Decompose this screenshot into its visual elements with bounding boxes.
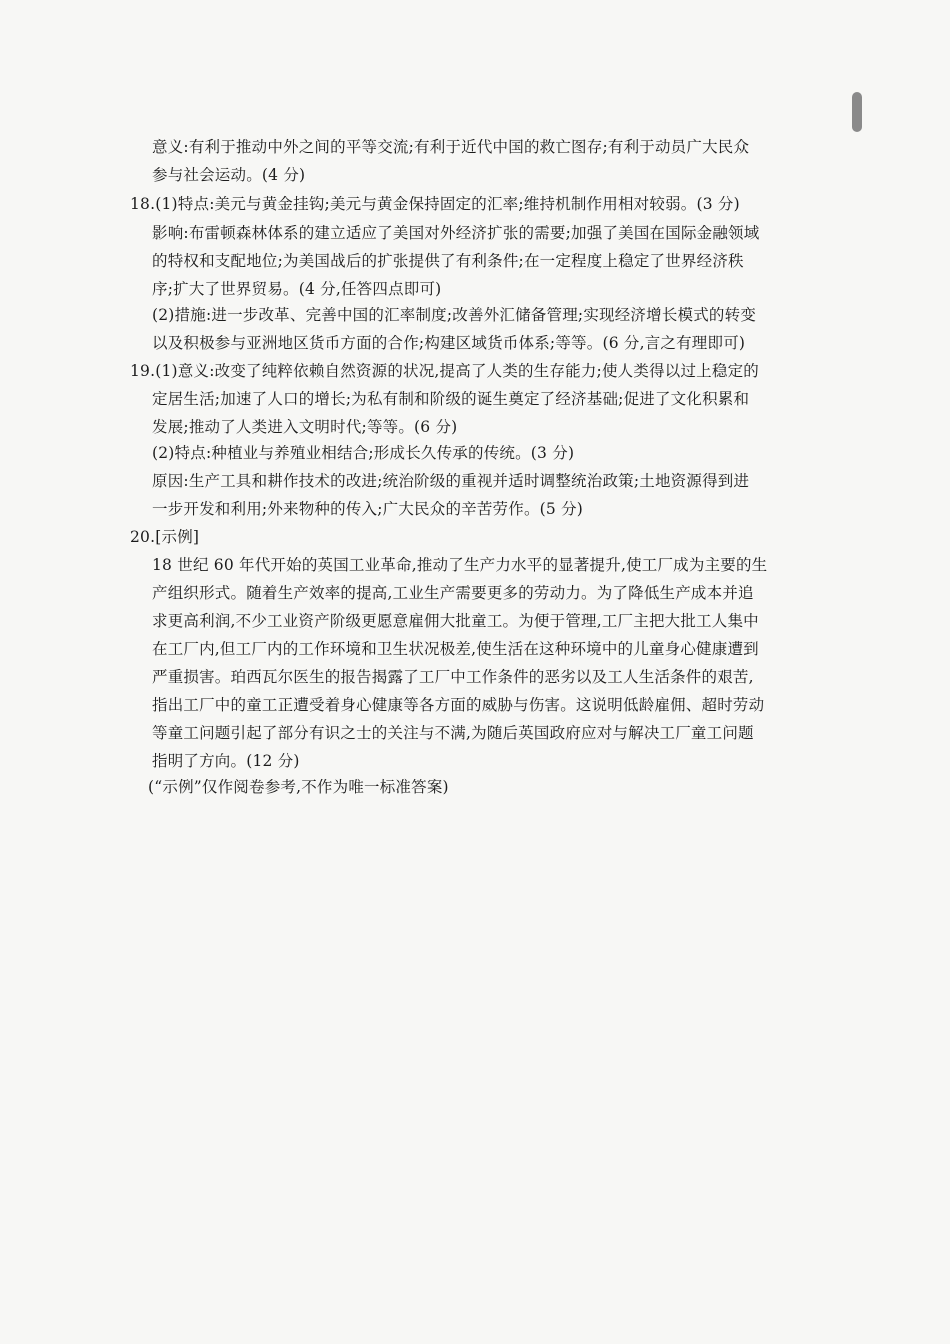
text-line: 序;扩大了世界贸易。(4 分,任答四点即可) <box>152 280 442 298</box>
text-line: 发展;推动了人类进入文明时代;等等。(6 分) <box>152 418 458 436</box>
text-line: 等童工问题引起了部分有识之士的关注与不满,为随后英国政府应对与解决工厂童工问题 <box>152 724 754 742</box>
text-line: 意义:有利于推动中外之间的平等交流;有利于近代中国的救亡图存;有利于动员广大民众 <box>152 138 750 156</box>
text-line: (2)特点:种植业与养殖业相结合;形成长久传承的传统。(3 分) <box>152 444 575 462</box>
text-line: 18.(1)特点:美元与黄金挂钩;美元与黄金保持固定的汇率;维持机制作用相对较弱。(3 分) <box>130 195 740 213</box>
text-line: 指明了方向。(12 分) <box>152 752 300 770</box>
text-line: (“示例”仅作阅卷参考,不作为唯一标准答案) <box>148 778 449 796</box>
text-line: 一步开发和利用;外来物种的传入;广大民众的辛苦劳作。(5 分) <box>152 500 584 518</box>
text-line: 18 世纪 60 年代开始的英国工业革命,推动了生产力水平的显著提升,使工厂成为主要的生 <box>152 556 768 574</box>
text-line: 原因:生产工具和耕作技术的改进;统治阶级的重视并适时调整统治政策;土地资源得到进 <box>152 472 750 490</box>
text-line: 20.[示例] <box>130 528 200 546</box>
text-line: 定居生活;加速了人口的增长;为私有制和阶级的诞生奠定了经济基础;促进了文化积累和 <box>152 390 750 408</box>
text-line: 严重损害。珀西瓦尔医生的报告揭露了工厂中工作条件的恶劣以及工人生活条件的艰苦, <box>152 668 754 686</box>
text-line: (2)措施:进一步改革、完善中国的汇率制度;改善外汇储备管理;实现经济增长模式的转变 <box>152 306 757 324</box>
text-line: 参与社会运动。(4 分) <box>152 166 306 184</box>
text-line: 产组织形式。随着生产效率的提高,工业生产需要更多的劳动力。为了降低生产成本并追 <box>152 584 754 602</box>
text-line: 求更高利润,不少工业资产阶级更愿意雇佣大批童工。为便于管理,工厂主把大批工人集中 <box>152 612 759 630</box>
text-line: 指出工厂中的童工正遭受着身心健康等各方面的威胁与伤害。这说明低龄雇佣、超时劳动 <box>152 696 765 714</box>
scrollbar-thumb[interactable] <box>852 92 862 132</box>
text-line: 影响:布雷顿森林体系的建立适应了美国对外经济扩张的需要;加强了美国在国际金融领域 <box>152 224 760 242</box>
text-line: 19.(1)意义:改变了纯粹依赖自然资源的状况,提高了人类的生存能力;使人类得以过上稳定的 <box>130 362 759 380</box>
text-line: 的特权和支配地位;为美国战后的扩张提供了有利条件;在一定程度上稳定了世界经济秩 <box>152 252 744 270</box>
text-line: 在工厂内,但工厂内的工作环境和卫生状况极差,使生活在这种环境中的儿童身心健康遭到 <box>152 640 759 658</box>
text-line: 以及积极参与亚洲地区货币方面的合作;构建区域货币体系;等等。(6 分,言之有理即可) <box>152 334 746 352</box>
